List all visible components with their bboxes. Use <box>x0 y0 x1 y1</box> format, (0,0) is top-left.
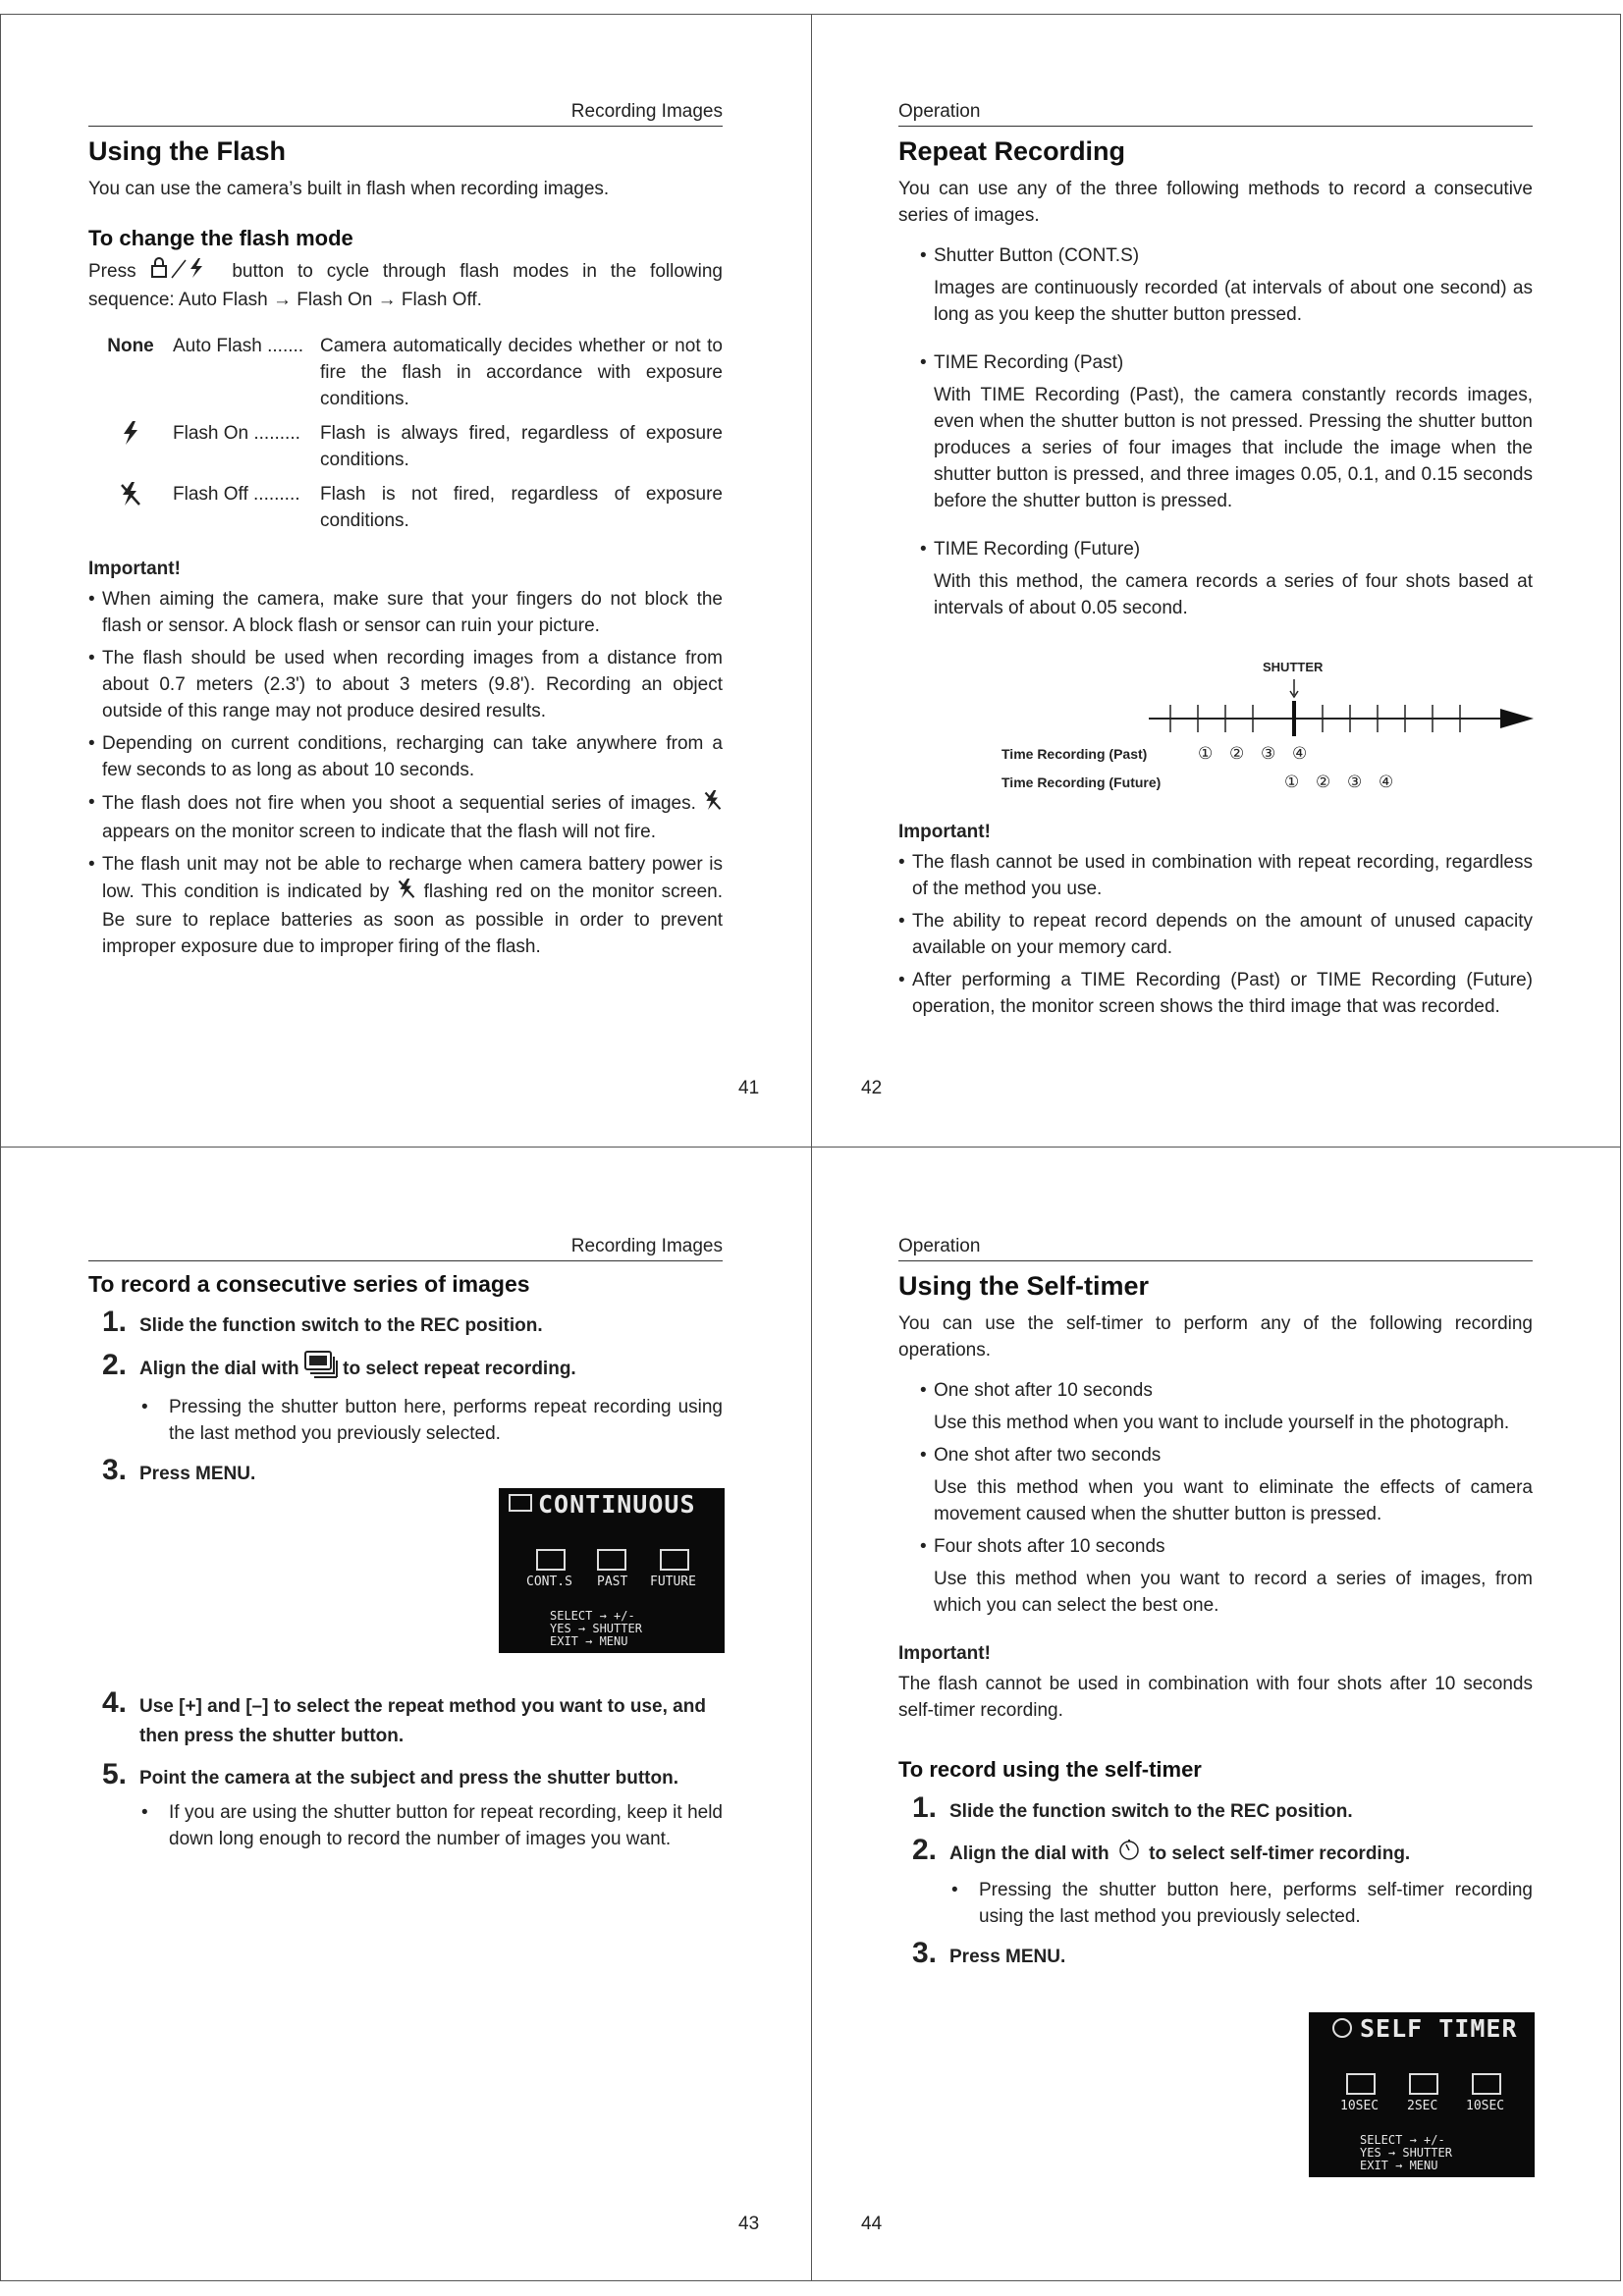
cont-s-icon <box>536 1549 566 1571</box>
step-1 <box>912 1791 1533 1827</box>
flash-mode-desc: Camera automatically decides whether or not to fire the flash in accordance with exposure conditions. <box>320 336 723 409</box>
running-header: Operation <box>898 1233 1533 1261</box>
page-title: Using the Self-timer <box>898 1271 1150 1301</box>
intro-text: You can use the self-timer to perform any of the following recording operations. <box>898 1313 1533 1361</box>
screen-menu <box>1360 2134 1452 2172</box>
list-item: • The flash should be used when recording images from a distance from about 0.7 meters (2.3') to about 3 meters (9.8'). Recording an object outside of this range may not produce desired results. <box>88 645 723 724</box>
important-heading: Important! <box>898 822 991 842</box>
page-42 <box>898 98 1533 621</box>
method-item <box>920 349 1533 514</box>
step-2-note: • Pressing the shutter button here, performs repeat recording using the last method you previously selected. <box>169 1394 723 1447</box>
step-number: 4. <box>102 1686 128 1719</box>
method-item <box>920 1377 1533 1436</box>
flash-mode-row-on <box>88 420 723 473</box>
section-title: To change the flash mode <box>88 226 353 250</box>
press-instruction <box>88 257 723 313</box>
step-text: Point the camera at the subject and press the shutter button. <box>139 1768 678 1789</box>
shutter-label: SHUTTER <box>1263 660 1324 674</box>
method-title: • Shutter Button (CONT.S) <box>920 242 1533 269</box>
method-item <box>920 536 1533 621</box>
mark: ③ <box>1347 773 1363 791</box>
method-title: • TIME Recording (Future) <box>920 536 1533 562</box>
page-number: 43 <box>738 2214 760 2234</box>
repeat-recording-icon <box>304 1351 338 1388</box>
step-2-note: • Pressing the shutter button here, performs self-timer recording using the last method you previously selected. <box>979 1877 1533 1930</box>
past-label: Time Recording (Past) <box>1001 746 1148 762</box>
step-number: 2. <box>102 1349 128 1382</box>
step-text: Use [+] and [–] to select the repeat method you want to use, and then press the shutter button. <box>139 1696 706 1746</box>
timeline-graphic <box>1001 660 1551 787</box>
list-item: • The flash cannot be used in combination with repeat recording, regardless of the method you use. <box>898 849 1533 902</box>
list-item <box>88 851 723 960</box>
step-text: Press MENU. <box>139 1464 256 1484</box>
step-1 <box>102 1308 723 1341</box>
list-item: • Depending on current conditions, recharging can take anywhere from a few seconds to as long as about 10 seconds. <box>88 730 723 783</box>
method-title: • One shot after two seconds <box>920 1442 1533 1468</box>
mark: ② <box>1316 773 1331 791</box>
list-item <box>88 789 723 845</box>
mark: ④ <box>1292 744 1308 763</box>
running-header: Recording Images <box>88 1233 723 1261</box>
flash-mode-name: Flash Off ......... <box>173 484 300 505</box>
method-body: With this method, the camera records a series of four shots based at intervals of about 0.05 second. <box>934 571 1533 618</box>
flash-mode-row-off <box>88 481 723 534</box>
flash-off-icon <box>703 789 723 819</box>
flash-mode-symbol: None <box>107 336 154 356</box>
step-text <box>949 1838 1533 1871</box>
page-number: 42 <box>861 1078 883 1098</box>
list-item-text: The flash does not fire when you shoot a sequential series of images. <box>102 793 696 815</box>
important-text: The flash cannot be used in combination with four shots after 10 seconds self-timer recording. <box>898 1674 1533 1721</box>
flash-off-icon <box>397 878 416 907</box>
list-item: • The ability to repeat record depends on the amount of unused capacity available on your memory card. <box>898 908 1533 961</box>
continuous-menu-screen <box>499 1488 725 1653</box>
step-4 <box>102 1686 723 1751</box>
important-heading: Important! <box>88 559 181 579</box>
important-heading: Important! <box>898 1643 991 1664</box>
option-label: 10SEC <box>1466 2099 1505 2113</box>
flash-mode-desc: Flash is not fired, regardless of exposure conditions. <box>320 484 723 531</box>
menu-line: YES → SHUTTER <box>1360 2146 1452 2160</box>
step-text-pre: Align the dial with <box>139 1359 299 1380</box>
mark: ② <box>1229 744 1245 763</box>
method-title: • Four shots after 10 seconds <box>920 1533 1533 1560</box>
method-item <box>920 1442 1533 1527</box>
step-text <box>139 1351 723 1388</box>
flash-mode-table <box>88 333 723 534</box>
press-text-rest: button to cycle through flash modes in the following sequence: Auto Flash → Flash On → Flash Off. <box>88 261 723 310</box>
menu-line: YES → SHUTTER <box>550 1622 642 1635</box>
step-number: 2. <box>912 1834 938 1866</box>
step-3 <box>912 1936 1533 1972</box>
mark: ③ <box>1261 744 1276 763</box>
future-icon <box>660 1549 689 1571</box>
running-header: Recording Images <box>88 98 723 127</box>
option-label: 10SEC <box>1340 2099 1380 2113</box>
option-label: PAST <box>597 1575 628 1589</box>
page-41 <box>88 98 723 966</box>
lock-flash-button-icon <box>149 257 218 287</box>
method-item <box>920 1533 1533 1619</box>
method-title: • One shot after 10 seconds <box>920 1377 1533 1404</box>
menu-line: SELECT → +/- <box>550 1609 635 1623</box>
option-label: FUTURE <box>650 1575 696 1589</box>
step-text: Slide the function switch to the REC position. <box>949 1801 1353 1822</box>
past-marks <box>1198 744 1324 764</box>
flash-mode-name: Auto Flash ....... <box>173 336 304 356</box>
flash-mode-name: Flash On ......... <box>173 423 300 444</box>
method-body: Use this method when you want to eliminate the effects of camera movement caused when the shutter button is pressed. <box>934 1477 1533 1524</box>
step-text-pre: Align the dial with <box>949 1843 1109 1864</box>
page-title: Repeat Recording <box>898 136 1126 166</box>
self-timer-icon <box>1114 1838 1144 1871</box>
method-body: Use this method when you want to record a series of images, from which you can select the best one. <box>934 1569 1533 1616</box>
running-header: Operation <box>898 98 1533 127</box>
mark: ④ <box>1379 773 1394 791</box>
important-list <box>88 586 723 960</box>
option-label: CONT.S <box>526 1575 572 1589</box>
page-divider-horizontal <box>0 1147 1621 1148</box>
menu-line: EXIT → MENU <box>550 1634 628 1648</box>
page-44 <box>898 1233 1533 1978</box>
page-number: 41 <box>738 1078 760 1098</box>
step-2 <box>102 1351 723 1388</box>
step-5-note: • If you are using the shutter button for repeat recording, keep it held down long enough to record the number of images you want. <box>169 1799 723 1852</box>
list-item-text: flashing red on the monitor screen. Be sure to replace batteries as soon as possible in order to prevent improper exposure due to improper firing of the flash. <box>102 881 723 957</box>
screen-title: CONTINUOUS <box>538 1490 696 1519</box>
step-number: 3. <box>102 1454 128 1486</box>
menu-line: SELECT → +/- <box>1360 2133 1445 2147</box>
timing-diagram <box>1001 660 1551 807</box>
step-2 <box>912 1834 1533 1871</box>
future-marks <box>1284 773 1410 792</box>
page-42-important <box>898 819 1533 1026</box>
press-text: Press <box>88 261 136 283</box>
mark: ① <box>1284 773 1300 791</box>
step-text: Slide the function switch to the REC position. <box>139 1315 543 1336</box>
list-item-text: The flash unit may not be able to recharge when camera battery power is low. This condition is indicated by <box>102 854 723 903</box>
timer-2sec-icon <box>1409 2073 1438 2095</box>
method-body: With TIME Recording (Past), the camera constantly records images, even when the shutter button is not pressed. Pressing the shutter button produces a series of four images that include the image when the shutter button is pressed, and three images 0.05, 0.1, and 0.15 seconds before the shutter button is pressed. <box>934 385 1533 511</box>
page-divider-vertical <box>811 14 812 2281</box>
self-timer-menu-screen <box>1309 2012 1535 2177</box>
step-text-post: to select repeat recording. <box>343 1359 576 1380</box>
screen-title: SELF TIMER <box>1360 2014 1518 2043</box>
step-text-post: to select self-timer recording. <box>1149 1843 1411 1864</box>
method-item <box>920 242 1533 328</box>
step-3 <box>102 1454 723 1489</box>
step-number: 3. <box>912 1936 938 1969</box>
timer-10sec-4shot-icon <box>1472 2073 1501 2095</box>
flash-mode-desc: Flash is always fired, regardless of exposure conditions. <box>320 423 723 470</box>
screen-menu <box>550 1610 642 1648</box>
page-number: 44 <box>861 2214 883 2234</box>
intro-text: You can use any of the three following methods to record a consecutive series of images. <box>898 179 1533 226</box>
step-number: 5. <box>102 1758 128 1790</box>
page-title: To record a consecutive series of images <box>88 1271 530 1297</box>
list-item: • After performing a TIME Recording (Past) or TIME Recording (Future) operation, the monitor screen shows the third image that was recorded. <box>898 967 1533 1020</box>
method-body: Use this method when you want to include yourself in the photograph. <box>934 1413 1510 1433</box>
step-number: 1. <box>912 1791 938 1824</box>
step-number: 1. <box>102 1306 128 1338</box>
page-title: Using the Flash <box>88 136 287 166</box>
list-item-text: appears on the monitor screen to indicate that the flash will not fire. <box>102 822 656 842</box>
self-timer-icon <box>1332 2018 1352 2038</box>
step-5 <box>102 1758 723 1793</box>
method-body: Images are continuously recorded (at intervals of about one second) as long as you keep the shutter button pressed. <box>934 278 1533 325</box>
section-title: To record using the self-timer <box>898 1757 1202 1782</box>
mark: ① <box>1198 744 1214 763</box>
menu-line: EXIT → MENU <box>1360 2159 1438 2172</box>
future-label: Time Recording (Future) <box>1001 774 1162 790</box>
option-label: 2SEC <box>1407 2099 1438 2113</box>
intro-text: You can use the camera’s built in flash when recording images. <box>88 179 610 199</box>
list-item: • When aiming the camera, make sure that your fingers do not block the flash or sensor. A block flash or sensor can ruin your picture. <box>88 586 723 639</box>
step-text: Press MENU. <box>949 1946 1066 1967</box>
flash-mode-row-auto <box>88 333 723 412</box>
timer-10sec-icon <box>1346 2073 1376 2095</box>
important-list <box>898 849 1533 1020</box>
flash-off-icon <box>88 481 173 534</box>
method-title: • TIME Recording (Past) <box>920 349 1533 376</box>
past-icon <box>597 1549 626 1571</box>
flash-on-icon <box>88 420 173 473</box>
repeat-recording-icon <box>509 1494 532 1512</box>
